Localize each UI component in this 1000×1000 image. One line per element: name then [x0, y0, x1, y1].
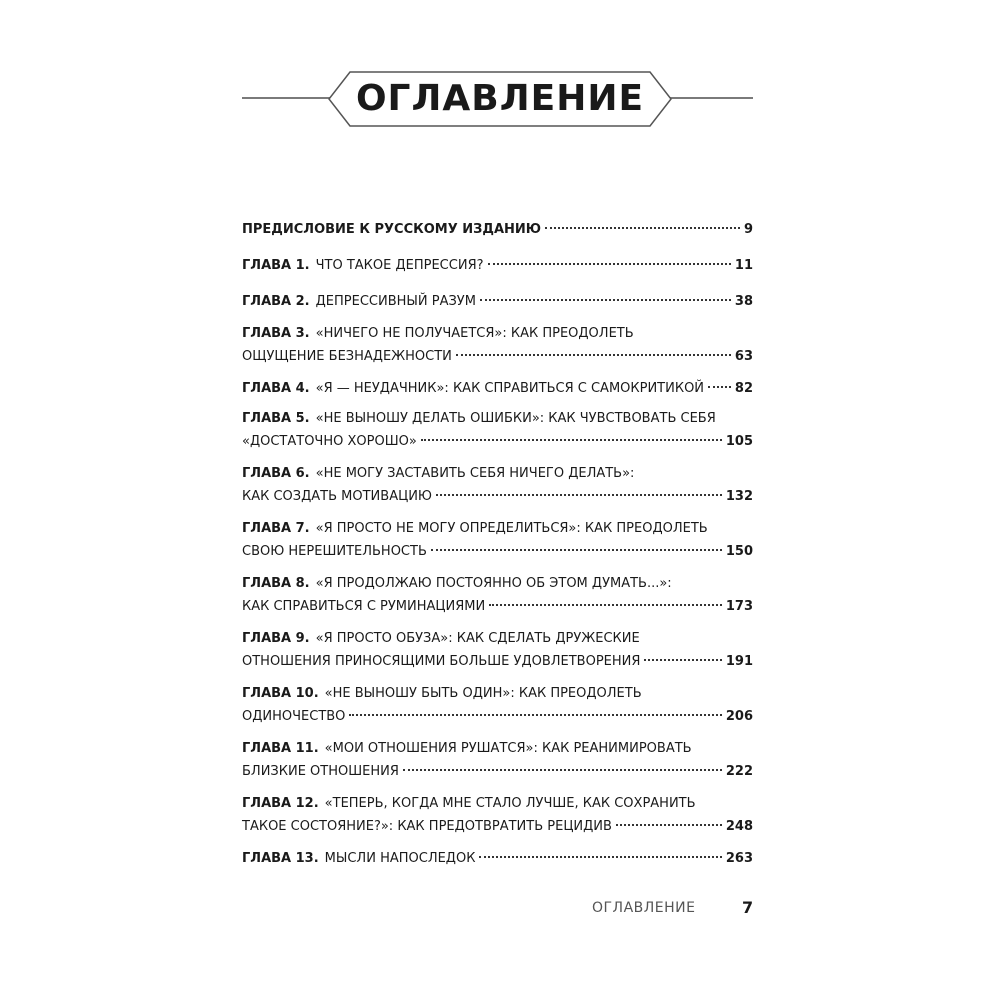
toc-chapter-title: «МОИ ОТНОШЕНИЯ РУШАТСЯ»: КАК РЕАНИМИРОВАТЬ	[324, 741, 692, 756]
toc-chapter-title: ОЩУЩЕНИЕ БЕЗНАДЕЖНОСТИ	[242, 349, 452, 364]
toc-page-number: 82	[734, 381, 753, 396]
toc-chapter-title: ЧТО ТАКОЕ ДЕПРЕССИЯ?	[315, 258, 484, 273]
toc-line	[242, 815, 753, 838]
toc-line	[242, 682, 753, 705]
toc-line	[242, 760, 753, 783]
toc-page-number: 11	[734, 258, 753, 273]
toc-chapter-title: «НЕ МОГУ ЗАСТАВИТЬ СЕБЯ НИЧЕГО ДЕЛАТЬ»:	[315, 466, 635, 481]
toc-chapter-title: ДЕПРЕССИВНЫЙ РАЗУМ	[315, 294, 476, 309]
toc-dot-leader	[349, 714, 721, 716]
toc-line	[242, 485, 753, 508]
toc-chapter-title: ПРЕДИСЛОВИЕ К РУССКОМУ ИЗДАНИЮ	[242, 222, 542, 237]
toc-chapter-label: ГЛАВА 8.	[242, 576, 310, 591]
toc-chapter-title: КАК СОЗДАТЬ МОТИВАЦИЮ	[242, 489, 432, 504]
toc-chapter-label: ГЛАВА 2.	[242, 294, 310, 309]
toc-chapter-label: ГЛАВА 11.	[242, 741, 319, 756]
table-of-contents	[242, 218, 753, 870]
toc-chapter-title: «НЕ ВЫНОШУ ДЕЛАТЬ ОШИБКИ»: КАК ЧУВСТВОВАТЬ СЕБЯ	[315, 411, 716, 426]
toc-page-number: 150	[725, 544, 753, 559]
toc-entry[interactable]	[242, 572, 753, 618]
toc-chapter-label: ГЛАВА 1.	[242, 258, 310, 273]
toc-page-number: 222	[725, 764, 753, 779]
toc-entry[interactable]	[242, 792, 753, 838]
toc-chapter-label: ГЛАВА 4.	[242, 381, 310, 396]
toc-dot-leader	[489, 604, 722, 606]
toc-chapter-title: «НИЧЕГО НЕ ПОЛУЧАЕТСЯ»: КАК ПРЕОДОЛЕТЬ	[315, 326, 634, 341]
toc-chapter-label: ГЛАВА 6.	[242, 466, 310, 481]
toc-chapter-title: «Я ПРОСТО НЕ МОГУ ОПРЕДЕЛИТЬСЯ»: КАК ПРЕОДОЛЕТЬ	[315, 521, 708, 536]
toc-line	[242, 737, 753, 760]
toc-dot-leader	[456, 354, 731, 356]
toc-chapter-title: «ТЕПЕРЬ, КОГДА МНЕ СТАЛО ЛУЧШЕ, КАК СОХРАНИТЬ	[324, 796, 696, 811]
toc-dot-leader	[708, 386, 731, 388]
toc-dot-leader	[421, 439, 722, 441]
toc-chapter-label: ГЛАВА 12.	[242, 796, 319, 811]
toc-page-number: 263	[725, 851, 753, 866]
toc-page-number: 63	[734, 349, 753, 364]
toc-line	[242, 407, 753, 430]
toc-chapter-title: КАК СПРАВИТЬСЯ С РУМИНАЦИЯМИ	[242, 599, 486, 614]
toc-line	[242, 218, 753, 241]
toc-chapter-title: «Я ПРОСТО ОБУЗА»: КАК СДЕЛАТЬ ДРУЖЕСКИЕ	[315, 631, 640, 646]
toc-chapter-label: ГЛАВА 10.	[242, 686, 319, 701]
toc-chapter-title: «Я — НЕУДАЧНИК»: КАК СПРАВИТЬСЯ С САМОКРИТИКОЙ	[315, 381, 705, 396]
toc-line	[242, 290, 753, 313]
toc-line	[242, 517, 753, 540]
toc-dot-leader	[431, 549, 722, 551]
title-rule-right	[670, 97, 753, 99]
toc-chapter-title: ОТНОШЕНИЯ ПРИНОСЯЩИМИ БОЛЬШЕ УДОВЛЕТВОРЕНИЯ	[242, 654, 641, 669]
toc-line	[242, 792, 753, 815]
toc-chapter-title: МЫСЛИ НАПОСЛЕДОК	[324, 851, 476, 866]
toc-line	[242, 705, 753, 728]
toc-line	[242, 345, 753, 368]
toc-entry[interactable]	[242, 377, 753, 400]
toc-chapter-title: «НЕ ВЫНОШУ БЫТЬ ОДИН»: КАК ПРЕОДОЛЕТЬ	[324, 686, 642, 701]
page-title: ОГЛАВЛЕНИЕ	[355, 78, 645, 119]
toc-line	[242, 650, 753, 673]
toc-chapter-label: ГЛАВА 5.	[242, 411, 310, 426]
toc-chapter-label: ГЛАВА 7.	[242, 521, 310, 536]
toc-line	[242, 254, 753, 277]
toc-line	[242, 322, 753, 345]
toc-entry[interactable]	[242, 627, 753, 673]
toc-entry[interactable]	[242, 737, 753, 783]
footer-page-number: 7	[742, 898, 754, 917]
title-rule-left	[242, 97, 330, 99]
footer-section-label: ОГЛАВЛЕНИЕ	[592, 900, 696, 916]
toc-line	[242, 462, 753, 485]
toc-page-number: 9	[743, 222, 753, 237]
toc-dot-leader	[616, 824, 722, 826]
toc-page-number: 173	[725, 599, 753, 614]
toc-line	[242, 430, 753, 453]
toc-chapter-label: ГЛАВА 3.	[242, 326, 310, 341]
toc-line	[242, 847, 753, 870]
toc-chapter-title: ОДИНОЧЕСТВО	[242, 709, 346, 724]
toc-chapter-title: БЛИЗКИЕ ОТНОШЕНИЯ	[242, 764, 399, 779]
toc-entry[interactable]	[242, 517, 753, 563]
toc-chapter-label: ГЛАВА 9.	[242, 631, 310, 646]
toc-entry[interactable]	[242, 290, 753, 313]
toc-line	[242, 627, 753, 650]
toc-page-number: 132	[725, 489, 753, 504]
toc-dot-leader	[545, 227, 740, 229]
toc-chapter-label: ГЛАВА 13.	[242, 851, 319, 866]
toc-line	[242, 540, 753, 563]
toc-page-number: 38	[734, 294, 753, 309]
toc-entry[interactable]	[242, 322, 753, 368]
toc-page-number: 206	[725, 709, 753, 724]
toc-dot-leader	[644, 659, 721, 661]
toc-line	[242, 377, 753, 400]
toc-entry[interactable]	[242, 682, 753, 728]
toc-entry[interactable]	[242, 218, 753, 241]
toc-entry[interactable]	[242, 847, 753, 870]
toc-dot-leader	[479, 856, 721, 858]
toc-page-number: 105	[725, 434, 753, 449]
toc-dot-leader	[488, 263, 731, 265]
toc-entry[interactable]	[242, 254, 753, 277]
toc-line	[242, 595, 753, 618]
toc-dot-leader	[403, 769, 722, 771]
toc-entry[interactable]	[242, 407, 753, 453]
toc-chapter-title: «Я ПРОДОЛЖАЮ ПОСТОЯННО ОБ ЭТОМ ДУМАТЬ...»:	[315, 576, 672, 591]
toc-chapter-title: СВОЮ НЕРЕШИТЕЛЬНОСТЬ	[242, 544, 427, 559]
toc-chapter-title: «ДОСТАТОЧНО ХОРОШО»	[242, 434, 417, 449]
toc-dot-leader	[436, 494, 722, 496]
toc-page-number: 191	[725, 654, 753, 669]
toc-entry[interactable]	[242, 462, 753, 508]
toc-line	[242, 572, 753, 595]
toc-page-number: 248	[725, 819, 753, 834]
toc-chapter-title: ТАКОЕ СОСТОЯНИЕ?»: КАК ПРЕДОТВРАТИТЬ РЕЦИДИВ	[242, 819, 612, 834]
toc-dot-leader	[480, 299, 731, 301]
